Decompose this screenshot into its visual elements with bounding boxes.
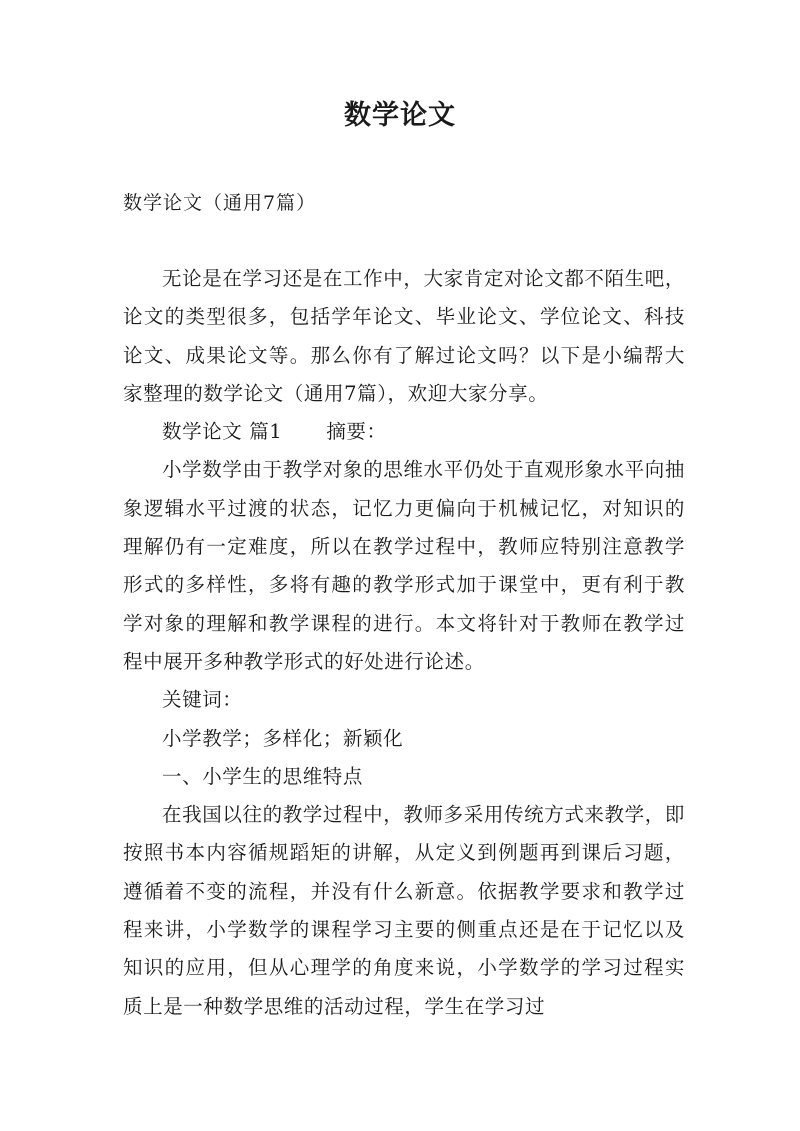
section-heading: 一、小学生的思维特点 bbox=[162, 764, 364, 788]
abstract-label: 摘要： bbox=[326, 420, 387, 444]
intro-paragraph: 无论是在学习还是在工作中，大家肯定对论文都不陌生吧，论文的类型很多，包括学年论文、毕业论文、学位论文、科技论文、成果论文等。那么你有了解过论文吗？以下是小编帮大家整理的数学论文（通用7篇），欢迎大家分享。 bbox=[123, 267, 685, 405]
document-subtitle: 数学论文（通用7篇） bbox=[123, 192, 317, 214]
keywords-text: 小学教学；多样化；新颖化 bbox=[162, 726, 404, 750]
page-title: 数学论文 bbox=[344, 100, 456, 131]
article-heading-line bbox=[123, 413, 685, 451]
section-paragraph: 在我国以往的教学过程中，教师多采用传统方式来教学，即按照书本内容循规蹈矩的讲解，从定义到例题再到课后习题，遵循着不变的流程，并没有什么新意。依据教学要求和教学过程来讲，小学数学的课程学习主要的侧重点还是在于记忆以及知识的应用，但从心理学的角度来说，小学数学的学习过程实质上是一种数学思维的活动过程，学生在学习过 bbox=[123, 803, 685, 1018]
article-heading: 数学论文 篇1 bbox=[162, 420, 283, 444]
keywords-label: 关键词： bbox=[162, 688, 243, 712]
abstract-paragraph: 小学数学由于教学对象的思维水平仍处于直观形象水平向抽象逻辑水平过渡的状态，记忆力更偏向于机械记忆，对知识的理解仍有一定难度，所以在教学过程中，教师应特别注意教学形式的多样性，多将有趣的教学形式加于课堂中，更有利于教学对象的理解和教学课程的进行。本文将针对于教师在教学过程中展开多种教学形式的好处进行论述。 bbox=[123, 458, 685, 673]
document-body bbox=[123, 260, 685, 1026]
